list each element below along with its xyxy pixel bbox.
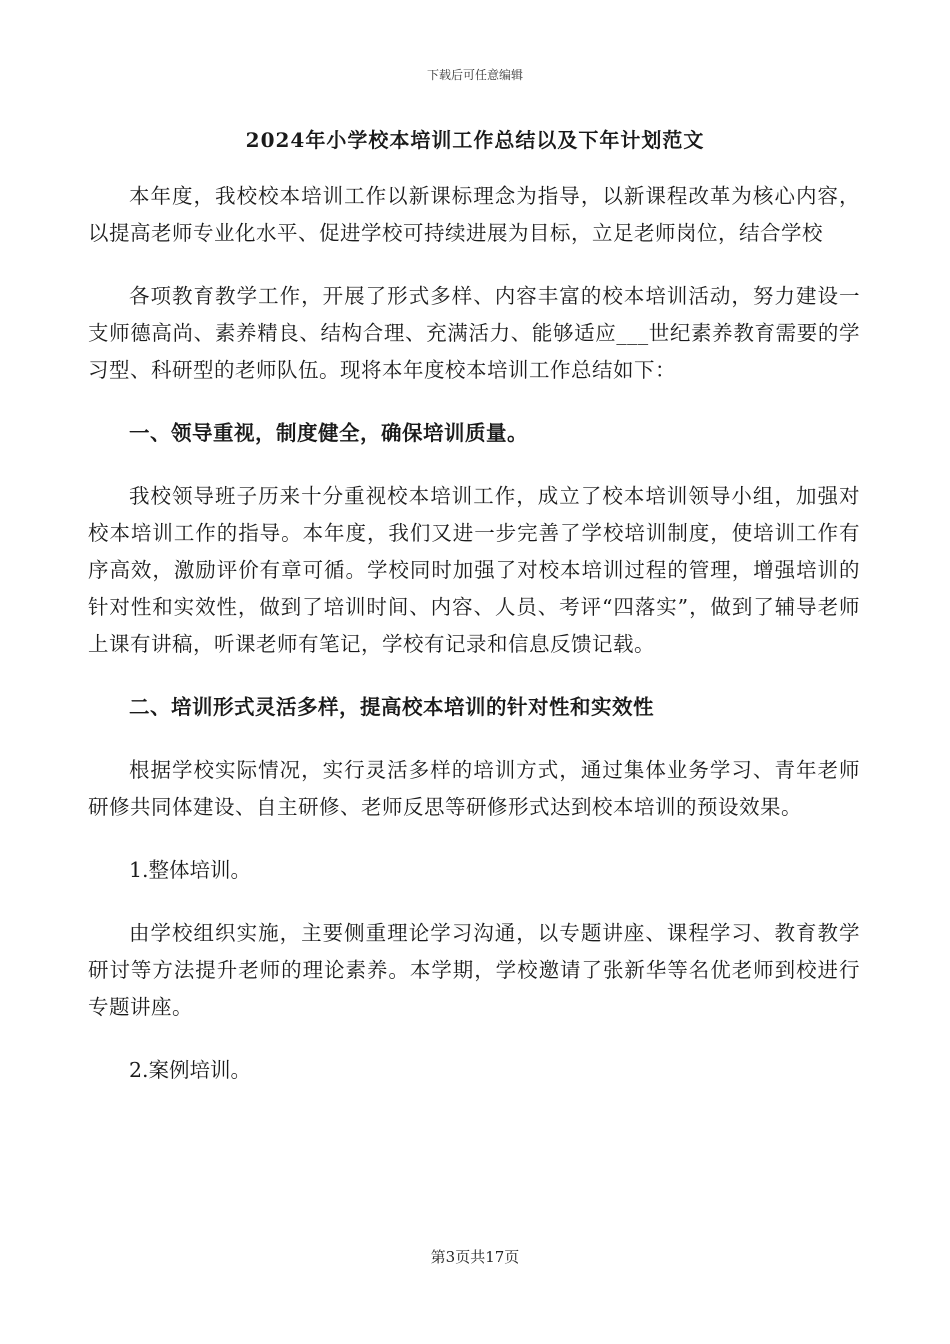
paragraph-leadership: 我校领导班子历来十分重视校本培训工作，成立了校本培训领导小组，加强对校本培训工作的指导。本年度，我们又进一步完善了学校培训制度，使培训工作有序高效，激励评价有章可循。学校同时加强了对校本培训过程的管理，增强培训的针对性和实效性，做到了培训时间、内容、人员、考评“四落实”，做到了辅导老师上课有讲稿，听课老师有笔记，学校有记录和信息反馈记载。 xyxy=(88,484,860,656)
document-body xyxy=(88,178,860,1115)
paragraph-intro: 本年度，我校校本培训工作以新课标理念为指导，以新课程改革为核心内容，以提高老师专业化水平、促进学校可持续进展为目标，立足老师岗位，结合学校 xyxy=(88,184,860,245)
header-note: 下载后可任意编辑 xyxy=(426,68,523,82)
document-title: 2024年小学校本培训工作总结以及下年计划范文 xyxy=(245,128,705,152)
paragraph-overview: 各项教育教学工作，开展了形式多样、内容丰富的校本培训活动，努力建设一支师德高尚、素养精良、结构合理、充满活力、能够适应___世纪素养教育需要的学习型、科研型的老师队伍。现将本年度校本培训工作总结如下： xyxy=(88,284,860,382)
section-heading-2: 二、培训形式灵活多样，提高校本培训的针对性和实效性 xyxy=(129,695,654,719)
list-item-2: 2.案例培训。 xyxy=(129,1058,252,1082)
paragraph-training-forms: 根据学校实际情况，实行灵活多样的培训方式，通过集体业务学习、青年老师研修共同体建设、自主研修、老师反思等研修形式达到校本培训的预设效果。 xyxy=(88,758,860,819)
page-number: 第3页共17页 xyxy=(430,1248,520,1266)
section-heading-1: 一、领导重视，制度健全，确保培训质量。 xyxy=(129,421,528,445)
list-item-1: 1.整体培训。 xyxy=(129,858,252,882)
paragraph-overall-training: 由学校组织实施，主要侧重理论学习沟通，以专题讲座、课程学习、教育教学研讨等方法提升老师的理论素养。本学期，学校邀请了张新华等名优老师到校进行专题讲座。 xyxy=(88,921,860,1019)
